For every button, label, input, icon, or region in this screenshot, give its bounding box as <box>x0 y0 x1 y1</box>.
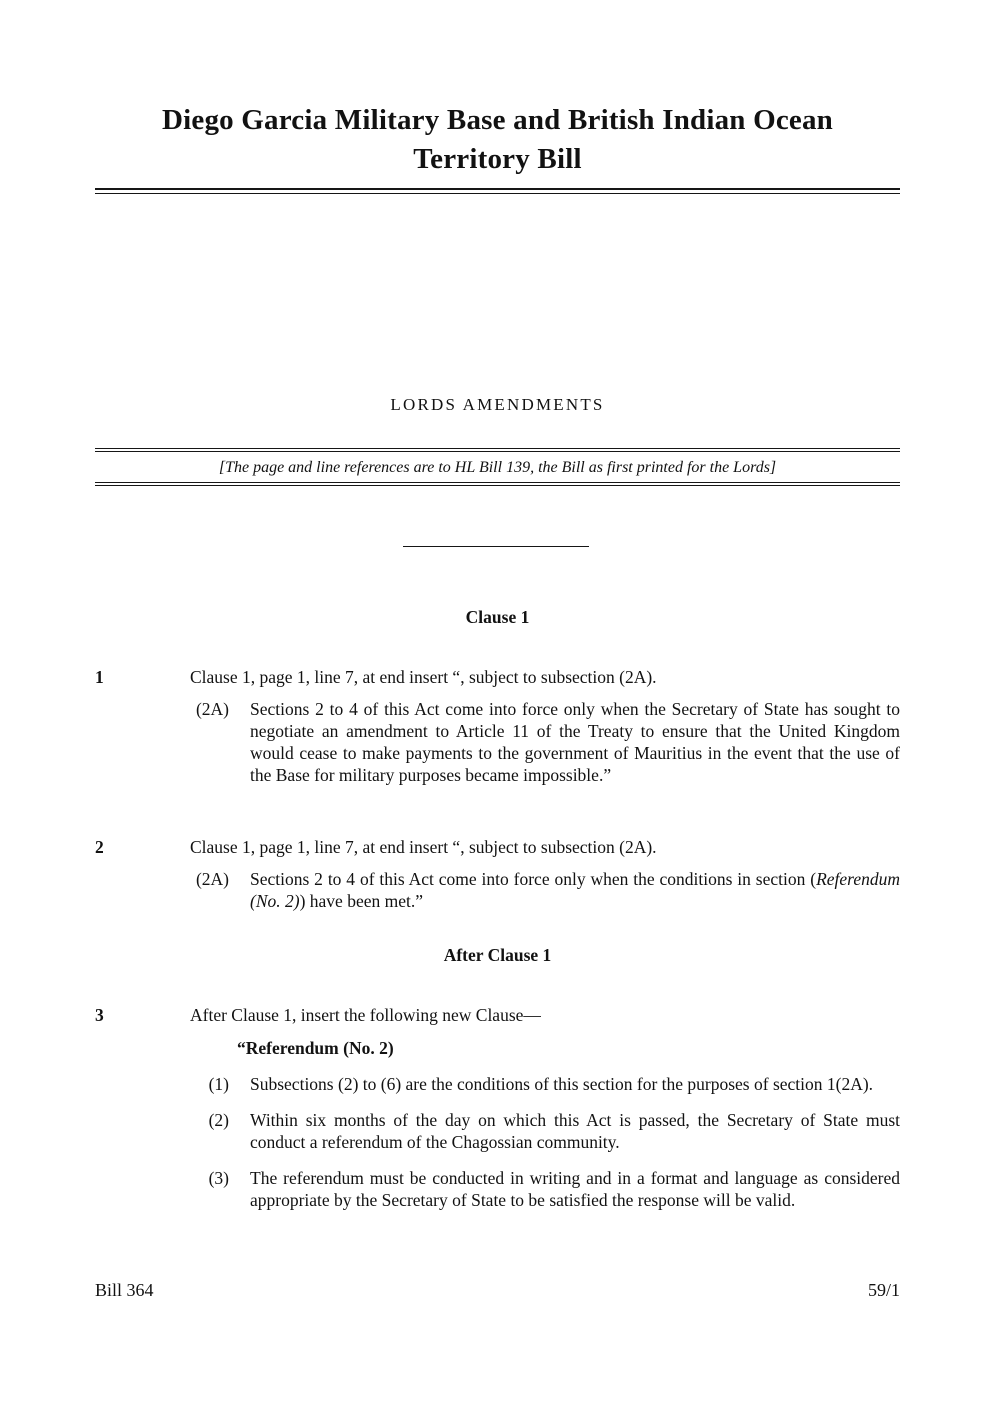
amendment-lead: Clause 1, page 1, line 7, at end insert “, subject to subsection (2A). <box>190 837 657 857</box>
subsection-label: (2A) <box>195 869 229 889</box>
subsection-2 <box>190 1109 900 1153</box>
new-clause-title: “Referendum (No. 2) <box>237 1038 394 1058</box>
bill-number: Bill 364 <box>95 1280 154 1300</box>
subsection-label: (3) <box>208 1168 229 1188</box>
lords-amendments-heading: LORDS AMENDMENTS <box>390 395 605 414</box>
subsection-text: Within six months of the day on which this Act is passed, the Secretary of State must conduct a referendum of the Chagossian community. <box>250 1110 900 1152</box>
reference-note-bottom-rule <box>95 482 900 486</box>
reference-note: [The page and line references are to HL Bill 139, the Bill as first printed for the Lords] <box>218 459 777 476</box>
amendment-body <box>190 666 900 786</box>
subsection-text: The referendum must be conducted in writing and in a format and language as considered appropriate by the Secretary of State to be satisfied the response will be valid. <box>250 1168 900 1210</box>
amendment-lead: After Clause 1, insert the following new Clause— <box>190 1005 541 1025</box>
subsection-label: (1) <box>208 1074 229 1094</box>
bill-title-line-1: Diego Garcia Military Base and British Indian Ocean <box>161 104 834 136</box>
amendment-number: 2 <box>95 837 104 857</box>
clause-heading-clause-1: Clause 1 <box>465 607 530 627</box>
clause-reference-italic: Referendum (No. 2) <box>250 869 900 911</box>
subsection-text-part-1: Sections 2 to 4 of this Act come into force only when the conditions in section ( <box>250 869 817 889</box>
subsection-1 <box>190 1073 900 1095</box>
subsection-text: Subsections (2) to (6) are the conditions of this section for the purposes of section 1(2A). <box>250 1074 874 1094</box>
title-rule <box>95 188 900 194</box>
subsection-label: (2) <box>208 1110 229 1130</box>
bill-title <box>95 101 900 179</box>
subsection-2A <box>190 868 900 912</box>
subsection-text: Sections 2 to 4 of this Act come into force only when the Secretary of State has sought to negotiate an amendment to Article 11 of the Treaty to ensure that the United Kingdom would cease to make payments to the government of Mauritius in the event that the use of the Base for military purposes became impossible.” <box>250 699 900 785</box>
amendment-number: 1 <box>95 667 104 687</box>
amendment-body <box>190 1004 900 1211</box>
section-divider <box>403 546 589 547</box>
reference-note-box <box>95 448 900 486</box>
subsection-text-part-2: ) have been met.” <box>299 891 423 911</box>
subsection-label: (2A) <box>195 699 229 719</box>
subsection-3 <box>190 1167 900 1211</box>
amendment-2 <box>95 836 900 912</box>
page-footer <box>95 1280 900 1301</box>
amendment-body <box>190 836 900 912</box>
amendment-1 <box>95 666 900 786</box>
subsection-text <box>250 868 900 912</box>
amendment-3 <box>95 1004 900 1211</box>
clause-heading-after-clause-1: After Clause 1 <box>443 945 552 965</box>
subsection-2A <box>190 698 900 786</box>
page-number: 59/1 <box>867 1280 900 1300</box>
bill-title-line-2: Territory Bill <box>413 143 582 175</box>
amendment-lead: Clause 1, page 1, line 7, at end insert “, subject to subsection (2A). <box>190 667 657 687</box>
amendment-number: 3 <box>95 1005 104 1025</box>
